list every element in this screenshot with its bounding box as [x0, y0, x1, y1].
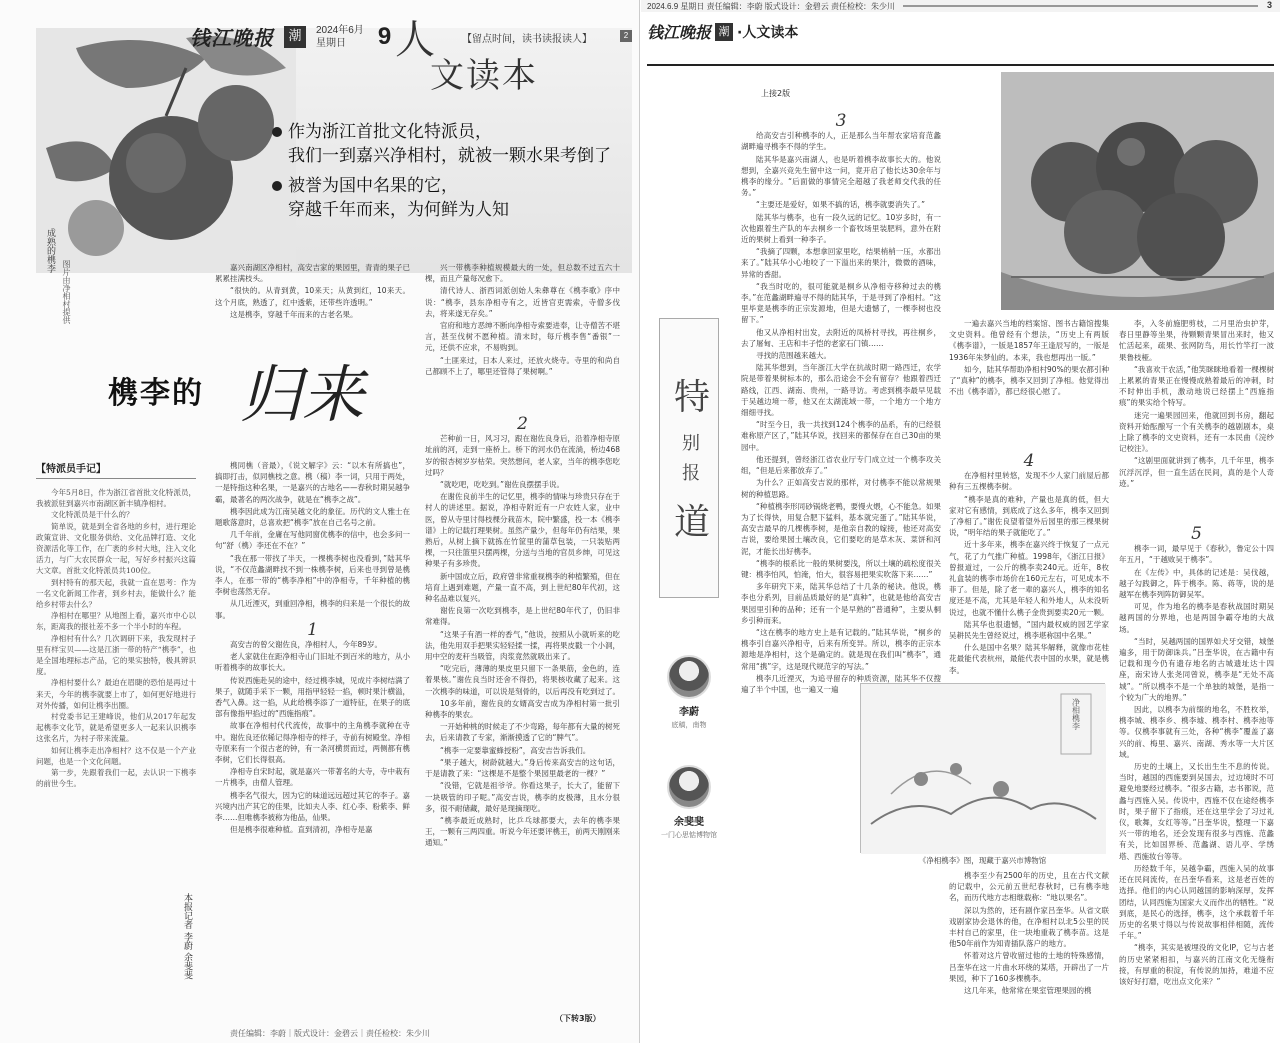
paragraph: 深以为然的，还有剧作家吕奎华。从省文联戏剧家协会退休的他，在净相村以北5公里的民丰村自己的家里，住一块地重栽了槜李苗。这是他50年前作为知青插队落户的地方。: [949, 905, 1109, 949]
paragraph: 高安吉的曾父谢佐良，净相村人，今年89岁。: [230, 640, 383, 650]
paragraph: 净相村在哪里？从地图上看，嘉兴市中心以东，距离我的报社差不多一个半小时的车程。: [36, 611, 196, 632]
headline-line2: 我们一到嘉兴净相村，就被一颗水果考倒了: [288, 146, 611, 166]
special-report-banner: [659, 318, 719, 598]
paragraph: “我在那一带找了半天，一棵槜李树也没看到，”陆其华说，“不仅范蠡湖畔找不到一株槜李树，后来也寻到曾是槜李人，在那一带的“槜李净相”中的净相寺，千年种植的槜李树也荡然无存。: [215, 553, 410, 597]
diary-body: [36, 487, 196, 1032]
paragraph: 但是槜李很难种植。直到清初，净相寺是嘉: [230, 825, 373, 835]
paragraph: 寻找的范围越来越大。: [756, 351, 831, 361]
paragraph: “我摘了四颗，本想拿回家里吃，结果梢梢一压，水都出来了。”陆其华小心地咬了一下溢出来的果汁，微微的酒味，异常的香甜。: [741, 247, 941, 279]
paragraph: 故事在净相村代代流传，故事中的主角槜李就种在寺中。谢佐良还依稀记得净相寺的样子，寺前有树殿堂。净相寺原来有一个很古老的钟，有一条河横贯而过，两侧都有槜李树，它们长得很高。: [215, 721, 410, 765]
issue-day: 9: [377, 22, 392, 50]
issue-month: 2024年6月: [316, 24, 364, 36]
paragraph: 嘉兴南湖区净相村，高安吉家的果园里，青青的果子已累累挂满枝头。: [215, 263, 410, 284]
headline-line4: 穿越千年而来，为何鲜为人知: [288, 200, 509, 220]
paragraph: 净相寺自宋时起，就是嘉兴一带著名的大寺，寺中栽有一片槜李，由僧人管理。: [215, 767, 410, 788]
paragraph: “槜李，其实是被埋没的文化IP，它与古老的历史紧紧相扣，与嘉兴的江南文化无缝衔接，有厚重的积淀，有传说的加持，难道不应该好好打磨，吃出点文化来？”: [1119, 943, 1274, 986]
paragraph: 给高安吉引种槜李的人，正是那么当年帮农家培育范蠡湖畔遍寻槜李不得的学生。: [741, 131, 941, 152]
article-title: 槜李的: [108, 376, 204, 411]
page-footer: 责任编辑：李蔚｜版式设计：金碧云｜责任检校：朱少川: [230, 1029, 430, 1038]
paragraph: 官府和地方恶绅不断向净相寺索要进奉，让寺僧苦不堪言，甚至伐树不愿种植。清末时，每斤槜李售“番银”一元，还供不应求，不易购到。: [425, 321, 620, 353]
paragraph: 李，入冬前施肥剪枝，二月里治虫护芽，春日里静等坐果，待颗颗青果冒出来时，他又忙活起来，疏果、张网防鸟，用长竹竿打一波果鲁枝桠。: [1119, 319, 1274, 362]
paragraph: 传说西施赴吴的途中，经过槜李城，见成片李树结满了果子，就随手采下一颗，用指甲轻轻一掐，顿时果汁横溢，香气入鼻。这一掐，从此给槜李添了一道特征，在果子的底部有像指甲掐过的“西施指痕”。: [215, 675, 410, 719]
avatar: [667, 765, 711, 809]
feature-char3: 报: [682, 463, 700, 484]
article-column: [949, 452, 1109, 682]
paragraph: 可见，作为地名的槜李是春秋战国时期吴越两国的分界地，也是两国争霸夺地的大战场。: [1119, 602, 1274, 634]
paragraph: 到村特有的那天起，我就一直在思考：作为一名文化新闻工作者，到乡村去，能做什么？能给乡村带去什么？: [36, 577, 196, 610]
paragraph: “没错，它就是祖爷爷。你看这果子，长大了，能留下一块吸管的印子呢。”高安吉说，槜李的皮极薄，且水分很多，很不耐储藏，最好是现摘现吃。: [425, 781, 620, 813]
paragraph: 这是槜李，穿越千年而来的古老名果。: [230, 309, 358, 319]
section-title-char: 人: [395, 17, 435, 63]
author-desc: 一门心思惦博物馆: [661, 831, 717, 839]
paragraph: “槜李是真的难种，产量也是真的低，但大家对它有感情，到底成了这么多年，槜李又回到了净相了。”谢佐良望着望外后园里的那三棵果树说，“明年结的果子就能吃了。”: [949, 494, 1109, 538]
paragraph: 几千年前，金庸在写他同窗优槜李的信中，也会多问一句“舒（槜）李还在不在？”: [215, 530, 410, 551]
paragraph: 槜李几近湮灭，为追寻留存的种质资源，陆其华不仅搜遍了半个中国，也一遍又一遍: [741, 673, 941, 694]
chao-logo: 潮: [715, 23, 733, 41]
bullet-icon: [272, 181, 282, 191]
paragraph: 兴一带槜李种植规模最大的一处，但总数不过五六十棵，而且产量每况愈下。: [425, 263, 620, 284]
paragraph: 槜同樵（音最），《说文解字》云：“以木有所搞也”，搞即打击，似同樵枝之意。槜（稿）李一词，只用于两处，一是特指这种名果，一是嘉兴的古地名——春秋时期吴越争霸，最著名的两次战争，就是在“槜李之战”。: [215, 461, 410, 504]
fruit-basket-photo: [1001, 72, 1274, 310]
paragraph: 在谢佐良前半生的记忆里，槜李的情味与珍贵只存在于村人的讲述里。据说，净相寺附近有一户农姓人家，业中医，曾从寺里讨得枝棵分栽苗木，院中繁盛，投一本《槜李谱》上的记载打理果树。虽然产量少，但每年仍有结果，果熟后，从树上摘下就拣在竹筐里的蒲草包装，一只装贴两棵，一只往篮里只摆两棵，分送与当地的官员乡绅，可见这种果子有多珍贵。: [425, 492, 620, 569]
paragraph: “主要还是爱好，如果不搞的话，槜李就要消失了。”: [756, 200, 926, 210]
feature-char1: 特: [674, 377, 711, 418]
bullet-icon: [272, 127, 282, 137]
section-number: 3: [835, 112, 847, 131]
paragraph: 简单说，就是到全省各地的乡村，进行理论政策宣讲、文化服务供给、文化品牌打造、文化资源活化等工作，在广袤的乡村大地，注入文化活力，与广大农民群众一起，写好乡村振兴这篇大文章。首批文化特派员共100位。: [36, 521, 196, 576]
paragraph: “当时，吴越两国的国界如犬牙交错，城堡遍多，用于防御诛兵。”吕奎华说，在古籍中有记载和现今仍有遗存地名的古城遗址达十四座，南宋诗人张尧同曾说，槜李是“无处不高城”。“所以槜李不是一个单独的城堡，是指一个较为广大的地界。”: [1119, 636, 1274, 702]
paragraph: 老人家就住在距净相寺山门旧址不到百米的地方，从小听着槜李的故事长大。: [215, 652, 410, 673]
paragraph: 怀着对这片曾收留过他的土地的特殊感情，吕奎华在这一片曲水环绕的某塔，开辟出了一片果园，种下了160多棵槜李。: [949, 951, 1109, 983]
issue-weekday: 星期日: [316, 37, 346, 49]
headline-line3: 被誉为国中名果的它，: [288, 176, 458, 196]
paragraph: “我当时吃的，很可能就是桐乡从净相寺移种过去的槜李。”在范蠡湖畔遍寻不得的陆其华，于是寻到了净相村。“这里毕竟是槜李的正宗发源地，但是大遗憾了，一棵李树也没留下。”: [741, 281, 941, 325]
paragraph: 第一步，先跟着我们一起，去认识一下槜李的前世今生。: [36, 768, 196, 789]
author-name: 李蔚: [679, 707, 699, 718]
paragraph: “种植槜李形同砂锅烧老鸭，要慢火煨，心不能急。如果为了长得快，用复合肥下猛料，基本就完蛋了。”陆其华说，高安吉最早的几棵槜李树，是他亲自教的嫁接，他还对高安吉说，要给果园土壤改良，它们要吃的是草木灰、菜饼和河泥，才能长出好槜李。: [741, 501, 941, 556]
author-card: [659, 765, 719, 840]
paragraph: 槜李至少有2500年的历史，且在古代文献的记载中，公元前五世纪春秋时，已有槜李地名，而历代地方志相继载称：“地以果名”。: [949, 871, 1109, 903]
paper-name: 钱江晚报: [647, 23, 712, 42]
page-number: 3: [1266, 0, 1272, 10]
author-name: 余斐斐: [674, 817, 704, 828]
paragraph: 新中国成立后，政府曾非常重视槜李的种植繁殖，但在培育上遇到难题，产量一直不高，到上世纪80年代初，这种名品难以复兴。: [425, 571, 620, 604]
paragraph: “槜李的根系比一般的果树要浅，所以土壤的疏松度很关键：槜李怕风，怕淹，怕大，很容易把果实吹落下来……”: [741, 558, 941, 579]
section-tagline: 【留点时间，读书读报读人】: [462, 34, 592, 45]
paragraph: “这果子有酒一样的香气，”他说，按照从小就听来的吃法，他先用双手把果实轻轻揉一揉，再将果皮戳一个小洞，用中空的麦秆当吸管，肉浆竟然就吸出来了。: [425, 629, 620, 662]
paragraph: “时至今日，我一共找到124个槜李的品系，有的已经很难称原产区了，”陆其华说，找回来的都保存在自己30亩的果园中。: [741, 420, 941, 452]
date-block: [316, 24, 364, 50]
painting-image: [860, 683, 1105, 853]
paragraph: 净相村有什么？几次调研下来，我发现村子里有样宝贝——这是江浙一带的特产“槜李”，也是全国地理标志产品，它的果实独特，极具辨识度。: [36, 633, 196, 677]
paragraph: 多年研究下来，陆其华总结了十几条的秘诀。他说，槜李也分系列，目前品质最好的是“真种”，也就是他给高安吉果园里引种的品种；还有一个是早熟的“普通种”，主要从桐乡引种而来。: [741, 582, 941, 625]
paragraph: 陆其华想到，当年浙江大学在抗战时期一路西迁，农学院是带着果树标本的，那么沿途会不会有留存？他跟着西迁路线，江西、湖南、贵州，一路寻访。考虑到槜李最早见载于吴越边境一带，他又在太湖流域一带，一个地方一个地方细细寻找。: [741, 363, 941, 418]
paragraph: “土匪来过，日本人来过，还放火烧寺。寺里的和尚自己都顾不上了，哪里还管得了果树啊。”: [425, 355, 620, 376]
feature-char4: 道: [674, 502, 711, 543]
feature-char2: 别: [682, 433, 700, 454]
paragraph: 槜李名气很大，因为它的味道远远超过其它的李子。嘉兴境内出产其它的佳果，比如夫人李、红心李、粉紫李、鲜李……但唯槜李被称为他品，仙果。: [215, 790, 410, 823]
paragraph: 一遍去嘉兴当地的档案馆、图书古籍馆搜集文史资料。他曾经有个想法，“历史上有两版《槜李谱》，一版是1857年王逢辰写的，一版是1936年朱梦仙的。本来，我也想再出一版。”: [949, 319, 1109, 362]
paragraph: 如今，陆其华帮助净相村90%的果农都引种了“真种”的槜李，槜李又回到了净相。他觉得出不出《槜李谱》，都已经很心慰了。: [949, 364, 1109, 397]
headline-block: [272, 120, 611, 222]
photo-caption: 成熟的槜李: [45, 228, 55, 273]
paragraph: “吃完后，薄薄的果皮里只留下一条果筋，金色的，连着果核。”谢佐良当时还舍不得扔，将果核收藏了起来。这一次槜李的味道，可以说是刻骨的，以后再没有吃到过了。: [425, 664, 620, 696]
paragraph: 清代诗人、浙西词派创始人朱彝尊在《槜李歌》序中说：“槜李，县东净相寺有之，近皆官吏需索，寺僧多伐去，将来遂无存矣。”: [425, 286, 620, 318]
section-number: 5: [1191, 525, 1202, 544]
continued-from: 上接2版: [761, 89, 791, 98]
paragraph: 一开始种桃的时候走了不少弯路，每年都有大量的树死去，后来请教了专家，渐渐摸透了它的“脾气”。: [425, 722, 620, 743]
article-lede: [215, 262, 410, 342]
section-number: 4: [1023, 452, 1035, 471]
chao-logo: 潮: [284, 26, 306, 48]
paragraph: 他又从净相村出发，去附近的凤桥村寻找，再往桐乡，去了屠甸、王店和丰子恺的老家石门镇……: [741, 327, 941, 348]
article-column: [741, 112, 941, 1020]
paragraph: 这几年来，他常常在果室管理果园的槜: [964, 986, 1092, 996]
paragraph: 历史的土壤上，又长出生生不息的传说。当时，越国的西施要到吴国去，过边境时不可避免地要经过槜李。“很多古籍，志书都说，范蠡与西施入吴。传说中，西施不仅在途经槜李时，果子留下了指痕，还在这里学会了习过礼仪，歌舞，女红等等。”吕奎华说，整理一下嘉兴一带的地名，还会发现有很多与西施、范蠡有关，比如国界桥、范蠡湖、语儿亭、学绣塔、西施妆台等等。: [1119, 762, 1274, 861]
paragraph: 槜李因此成为江南吴越文化的象征。历代的文人雅士在题歌落意时，总喜欢把“槜李”放在自己名号之前。: [215, 506, 410, 528]
paragraph: 陆其华也很遗憾，“国内最权威的园艺学家吴耕民先生曾经说过，槜李堪称国中名果。”: [949, 619, 1109, 641]
paragraph: 村党委书记王建峰说，他们从2017年起发起槜李文化节，就是希望更多人一起来认识槜李这张名片，为村子带来流量。: [36, 712, 196, 744]
photo-credit: 图片由净相村提供: [62, 260, 71, 324]
paragraph: 历经数千年，吴越争霸，西施入吴的故事还在民间流传，在吕奎华看来，这是老百姓的选择。他们的内心认同越国的影响深厚，发挥团结，认同西施为国家大义而作出的牺牲。“说到底，是民心的选择，槜李，这个承载着千年历史的名果寸得以与传说故事相伴相随，流传千年。”: [1119, 863, 1274, 941]
paragraph: “果子越大，树龄就越大。”身后传来高安吉的这句话，于是请教了来：“这棵是不是整个果园里最老的一棵？”: [425, 757, 620, 779]
section-title-rest: 文读本: [430, 56, 538, 96]
article-column: [215, 460, 410, 1022]
top-info-bar: [641, 0, 1280, 12]
section-number: 2: [517, 415, 528, 434]
section-number: 1: [307, 619, 318, 640]
paragraph: 从几近湮灭，到重回净相，槜李的归来是一个很长的故事。: [215, 599, 410, 620]
paper-name: 钱江晚报: [190, 26, 274, 50]
paragraph: 芒种前一日，风习习，跟在谢佐良身后，沿着净相寺原址前的河，走到一座桥上。桥下的河水仍在流淌，桥边468岁的银杏树岁岁枯荣。突然想问，老人家，当年的槜李您吃过吗？: [425, 434, 620, 477]
page-tag: 2: [620, 30, 632, 42]
paragraph: 为什么？正如高安吉说的那样，对付槜李不能以常规果树的种植思路。: [741, 478, 941, 499]
continued-note: （下转3版）: [555, 1014, 601, 1023]
diary-sidebar: [36, 460, 196, 1020]
paragraph: 10多年前，谢佐良的女婿高安吉成为净相村第一批引种槜李的果农。: [425, 698, 620, 720]
article-column: [425, 262, 620, 432]
article-column: [949, 318, 1109, 471]
paragraph: 他还提到，曾经浙江省农业厅专门成立过一个槜李攻关组，“但是后来都放弃了。”: [741, 454, 941, 476]
masthead-rule: [647, 64, 1274, 66]
avatar: [667, 655, 711, 699]
paragraph: 在净相村里转悠，发现不少人家门前屋后都种有三五棵槜李树。: [949, 471, 1109, 492]
paragraph: 在《左传》中，具体的记述是：吴伐越，越子勾践御之，阵于槜李。陈、蒋等，说的是越军在槜李列阵防御吴军。: [1119, 567, 1274, 600]
paragraph: 迷完一遍果园回来，他就回到书房，翻起资料开始酝酿写一个有关槜李的越剧剧本，桌上除了槜李的文史资料，还有一本民曲《浣纱记校注》。: [1119, 410, 1274, 454]
author-card: [659, 655, 719, 730]
paragraph: 近十多年来，槜李在嘉兴终于恢复了一点元气，花了力气推广种植。1998年，《浙江日报》曾报道过，一公斤的槜李卖240元。近年，8枚礼盒装的槜李市场价在160元左右，可见成本不菲了。但是，除了老一辈的嘉兴人，槜李的知名度还是不高，尤其是年轻人和外地人，从未没听说过，也就不懂什么槜子金贵到要卖20元一颗。: [949, 540, 1109, 617]
left-masthead: [190, 22, 391, 51]
paragraph: “这在槜李的地方史上是有记载的。”陆其华说，“桐乡的槜李引自嘉兴净相寺，后来有所变异。所以，槜李的正宗本源地是净相村，这个是确定的。就是现在我们叫“槜李”，通常用“携”字，这是现代规范字的写法。”: [741, 627, 941, 671]
paragraph: 净相村要什么？最迫在眉睫的恐怕是再过十来天，今年的槜李就要上市了，如何更好地进行对外传播，如何让槜李出圈。: [36, 678, 196, 710]
right-page: [641, 0, 1280, 1043]
diary-heading: 【特派员手记】: [36, 460, 196, 479]
paragraph: “槜李一定要靠蜜蜂授粉”，高安吉告诉我们。: [440, 745, 591, 755]
paragraph: 什么是国中名果？陆其华解释，就像市花桂花最能代表杭州，最能代表中国的水果，就是槜李。: [949, 643, 1109, 675]
right-masthead: [647, 20, 798, 43]
article-column: [949, 870, 1109, 1020]
section-name: ·人文读本: [737, 24, 799, 41]
paragraph: “我喜欢干农活，”他笑眯眯地看着一棵棵树上累累的青果正在慢慢成熟着最后的冲刺，时不时伸出手机，激动地说已经摆上“西施指痕”的果实给个特写。: [1119, 364, 1274, 408]
paragraph: “槜李最近成熟时，比乒乓球都要大，去年的槜李果王，一颗有三两四重。听说今年还要评槜王，前两天刚刚来通知。”: [425, 815, 620, 848]
paragraph: 槜李一词，最早见于《春秋》，鲁定公十四年五月，“于越败吴于槜李”。: [1119, 544, 1274, 565]
article-column: [1119, 525, 1274, 1020]
byline: 本报记者 李蔚 余斐斐: [182, 893, 192, 980]
basket-art: [1001, 72, 1274, 310]
painting-inscription: 净相槜李: [1071, 698, 1081, 730]
article-column: [1119, 318, 1274, 528]
author-desc: 底稿，南物: [671, 721, 707, 729]
paragraph: 如何让槜李走出净相村？这不仅是一个产业问题，也是一个文化问题。: [36, 745, 196, 766]
article-title-art: 归来: [240, 358, 365, 431]
paragraph: 文化特派员是干什么的？: [51, 510, 134, 520]
topbar-rule: [903, 5, 1258, 7]
paragraph: “很快的。从青到黄，10来天；从黄到红，10来天。这个月底，熟透了，红中透紫，还带些许透明。”: [215, 286, 410, 307]
painting-caption: 《净相槜李》图，现藏于嘉兴市博物馆: [918, 856, 1047, 865]
fruit-photo: [36, 28, 296, 273]
article-column: [425, 415, 620, 1010]
topbar-text: 2024.6.9 星期日 责任编辑：李蔚 版式设计：金碧云 责任检校：朱少川: [647, 2, 896, 11]
paragraph: “就吃吧，吃吃到。”谢佐良摆摆手说。: [440, 480, 565, 490]
paragraph: “这剧里面就讲到了槜李，几千年里，槜李沉浮沉浮，但一直生活在民间，真的是个人奇迹。”: [1119, 456, 1274, 488]
paragraph: 因此，以槜李为前缀的地名，不胜枚举，槜李城、槜李乡、槜李墟、槜李村、槜李池等等。仅槜李事就有三处，各种“槜李”覆盖了嘉兴的前、梅里、嘉兴、南湖、秀水等一大片区域。: [1119, 705, 1274, 759]
headline-line1: 作为浙江首批文化特派员，: [288, 122, 492, 142]
paragraph: 陆其华是嘉兴南湖人，也是听着槜李故事长大的。他说想到，全嘉兴竞先生留中这一问，竟开启了他长达30余年与槜李的缘分。“后面做的事情完全超越了我老师交代我的任务。”: [741, 154, 941, 198]
paragraph: 陆其华与槜李，也有一段久远的记忆。10岁多时，有一次他跟着生产队的车去桐乡一个畜牧场里装肥料，意外在附近的果树上看到一种李子。: [741, 212, 941, 245]
painting-art: [861, 684, 1106, 854]
paragraph: 今年5月8日，作为浙江省首批文化特派员，我被派驻到嘉兴市南湖区新丰镇净相村。: [36, 488, 196, 509]
paragraph: 谢佐良第一次吃到槜李，是上世纪80年代了，仍旧非常难得。: [425, 606, 620, 627]
